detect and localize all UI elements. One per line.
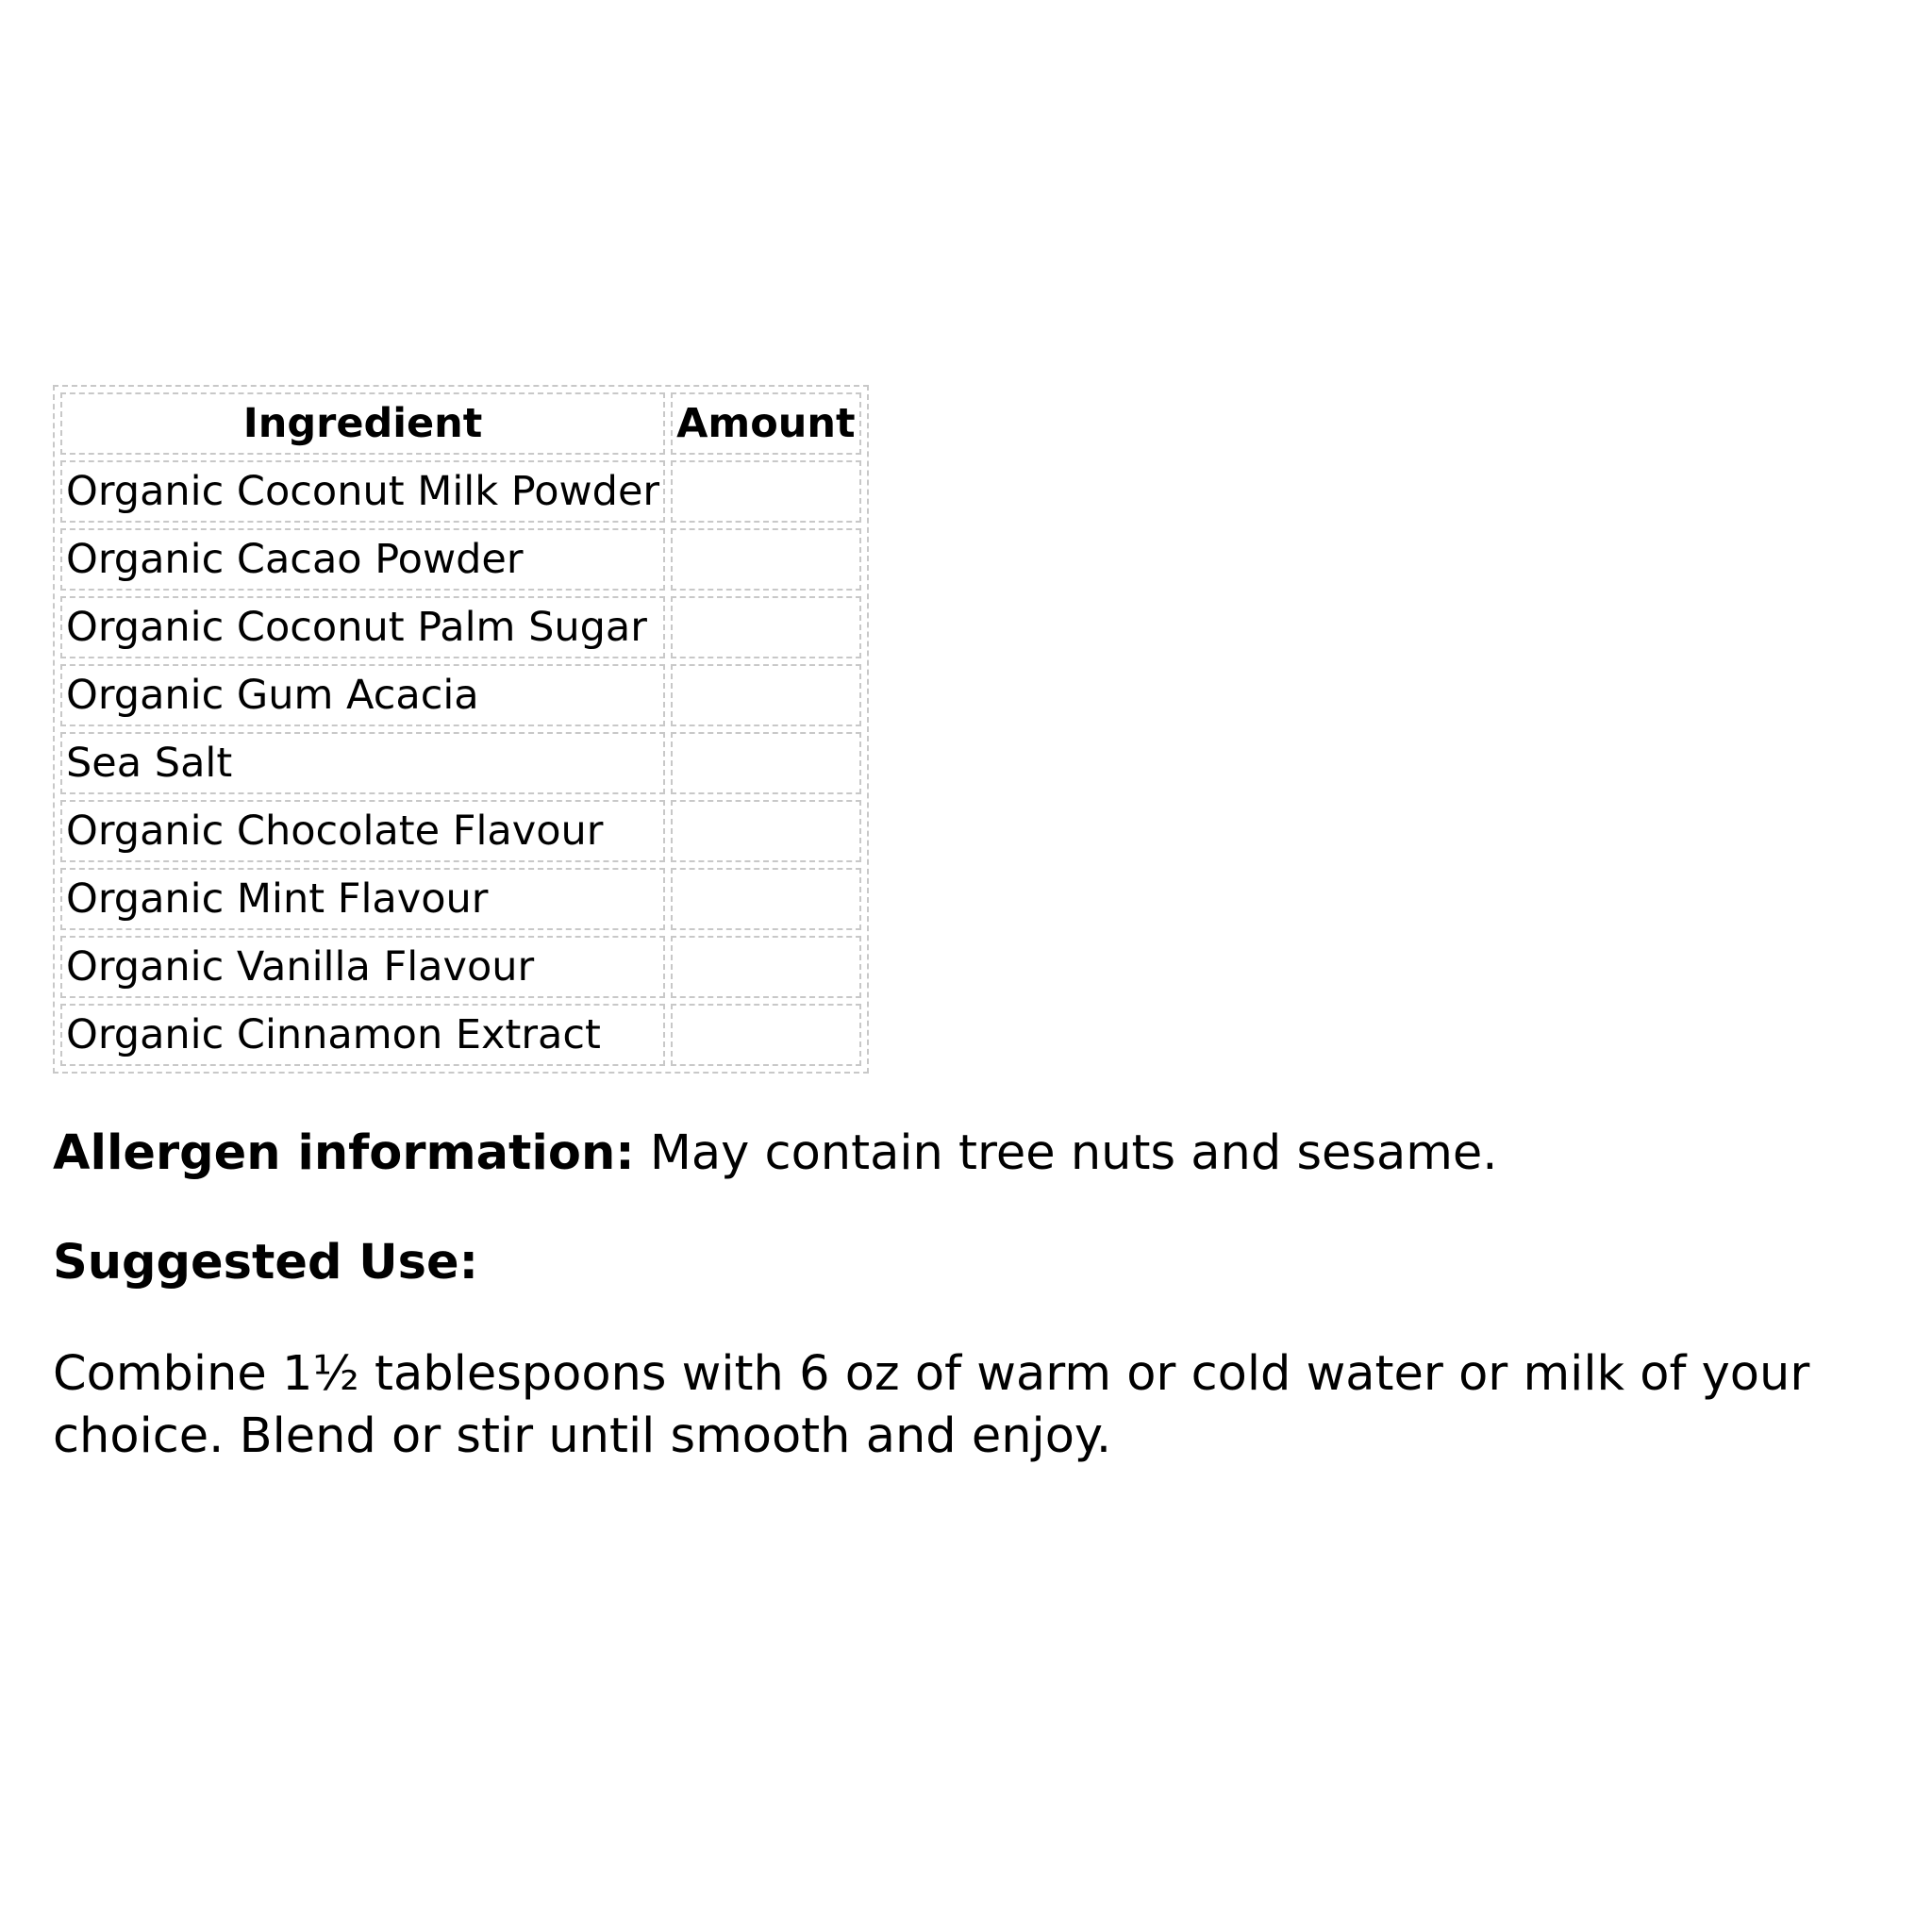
suggested-use-text: Combine 1½ tablespoons with 6 oz of warm or cold water or milk of your choice. Blend or stir until smooth and enjoy.: [53, 1346, 1810, 1464]
table-row: [60, 460, 861, 523]
amount-column-header: Amount: [671, 392, 860, 455]
ingredient-cell: Organic Coconut Palm Sugar: [60, 596, 665, 658]
amount-cell: [671, 528, 860, 591]
ingredient-cell: Organic Gum Acacia: [60, 664, 665, 726]
ingredient-cell: Organic Cinnamon Extract: [60, 1004, 665, 1066]
amount-cell: [671, 596, 860, 658]
allergen-text: May contain tree nuts and sesame.: [634, 1125, 1498, 1181]
ingredient-cell: Sea Salt: [60, 732, 665, 794]
allergen-label: Allergen information:: [53, 1125, 635, 1181]
table-header-row: [60, 392, 861, 455]
ingredient-cell: Organic Vanilla Flavour: [60, 936, 665, 998]
amount-cell: [671, 800, 860, 862]
table-row: [60, 936, 861, 998]
table-row: [60, 1004, 861, 1066]
ingredient-cell: Organic Mint Flavour: [60, 868, 665, 930]
ingredients-table: [53, 385, 869, 1074]
table-row: [60, 664, 861, 726]
ingredient-cell: Organic Coconut Milk Powder: [60, 460, 665, 523]
ingredient-column-header: Ingredient: [60, 392, 665, 455]
amount-cell: [671, 664, 860, 726]
amount-cell: [671, 868, 860, 930]
table-row: [60, 596, 861, 658]
table-row: [60, 868, 861, 930]
amount-cell: [671, 732, 860, 794]
table-row: [60, 800, 861, 862]
allergen-information: [53, 1123, 1892, 1185]
suggested-use-heading: Suggested Use:: [53, 1235, 478, 1291]
ingredient-cell: Organic Cacao Powder: [60, 528, 665, 591]
amount-cell: [671, 936, 860, 998]
amount-cell: [671, 1004, 860, 1066]
product-info: [53, 385, 1892, 1468]
table-row: [60, 528, 861, 591]
ingredient-cell: Organic Chocolate Flavour: [60, 800, 665, 862]
table-row: [60, 732, 861, 794]
amount-cell: [671, 460, 860, 523]
